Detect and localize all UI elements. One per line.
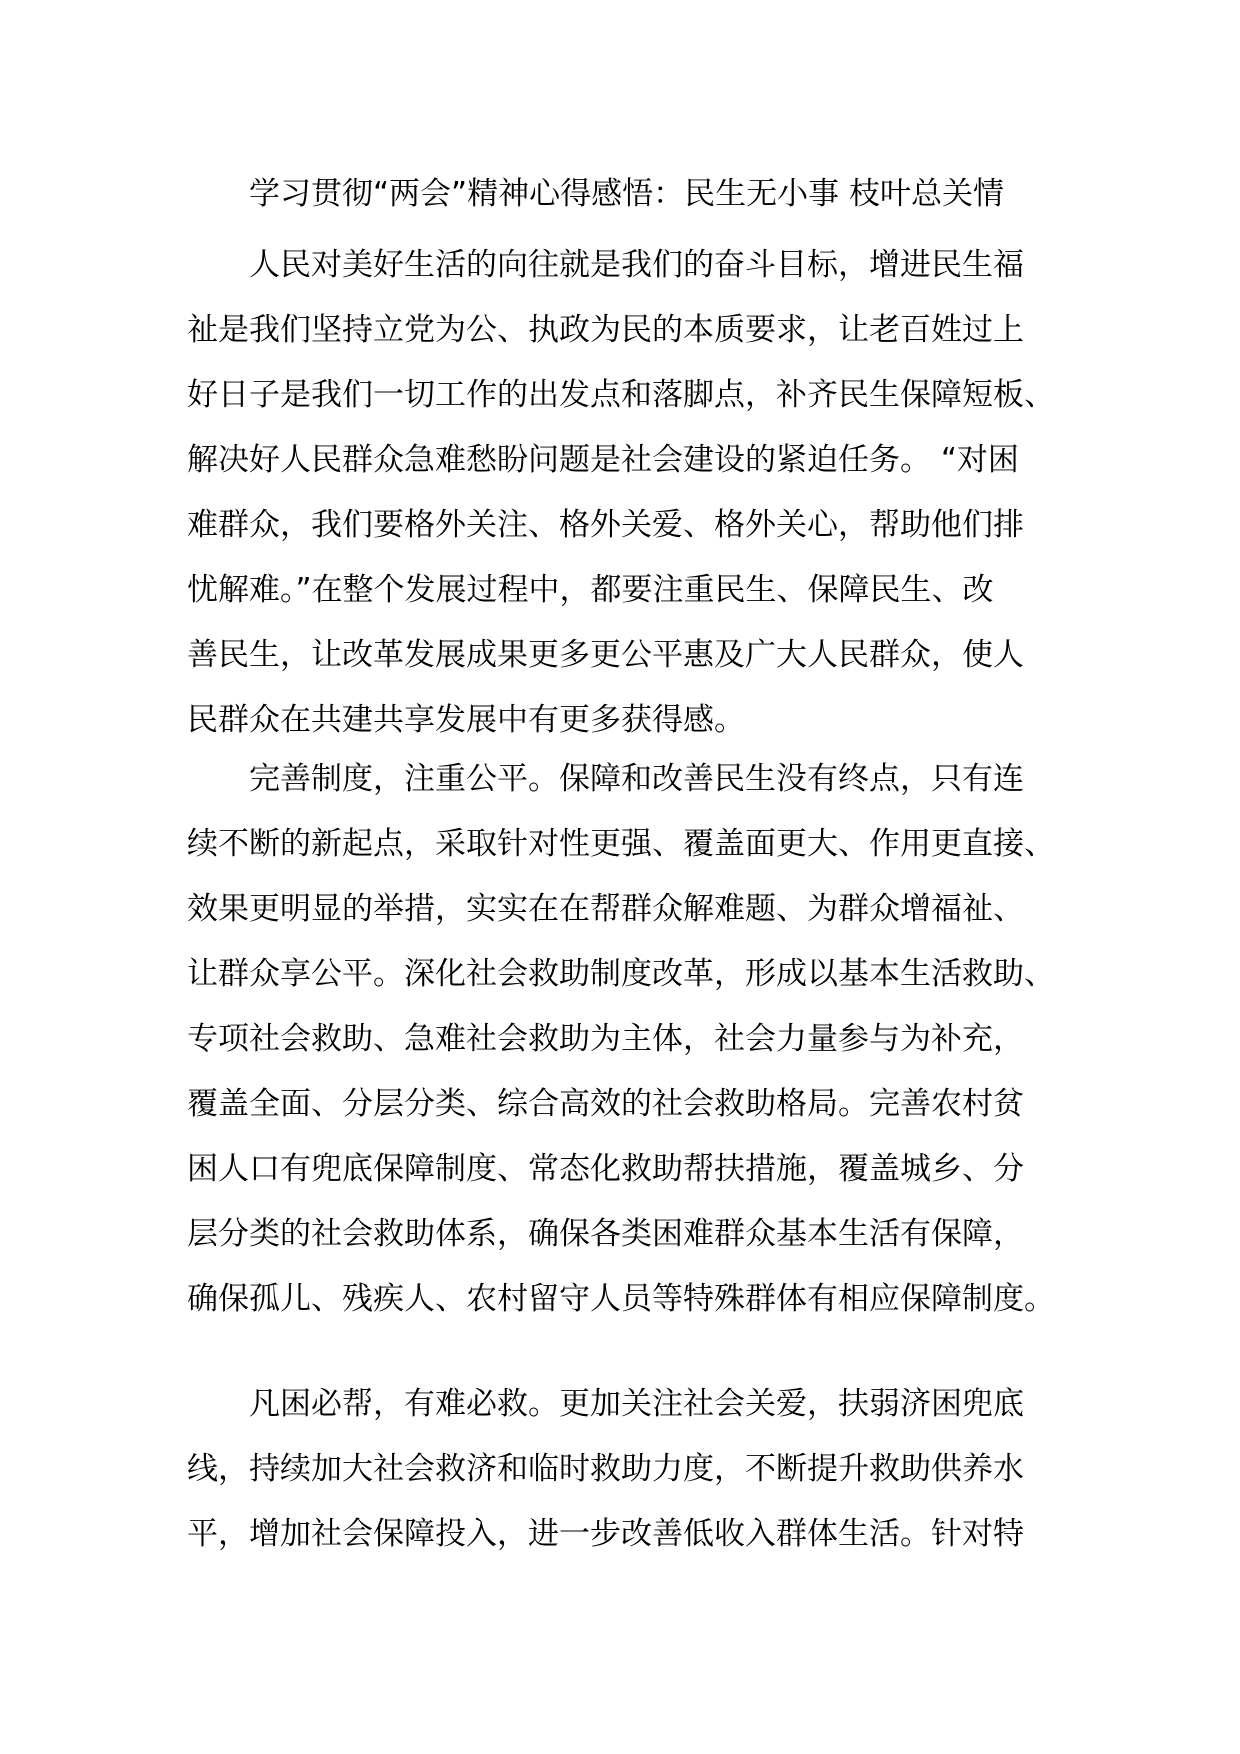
paragraph-line: 确保孤儿、残疾人、农村留守人员等特殊群体有相应保障制度。	[187, 1281, 1055, 1317]
paragraph-line: 续不断的新起点，采取针对性更强、覆盖面更大、作用更直接、	[187, 826, 1055, 862]
paragraph-line: 线，持续加大社会救济和临时救助力度，不断提升救助供养水	[187, 1451, 1024, 1487]
paragraph-line: 善民生，让改革发展成果更多更公平惠及广大人民群众，使人	[187, 637, 1024, 673]
paragraph-line: 民群众在共建共享发展中有更多获得感。	[187, 702, 745, 738]
paragraph-2	[187, 747, 1067, 1332]
paragraph-line: 难群众，我们要格外关注、格外关爱、格外关心，帮助他们排	[187, 507, 1024, 543]
paragraph-line: 完善制度，注重公平。保障和改善民生没有终点，只有连	[187, 761, 1024, 797]
paragraph-line: 专项社会救助、急难社会救助为主体，社会力量参与为补充，	[187, 1021, 1024, 1057]
paragraph-line: 覆盖全面、分层分类、综合高效的社会救助格局。完善农村贫	[187, 1086, 1024, 1122]
paragraph-line: 忧解难。”在整个发展过程中，都要注重民生、保障民生、改	[187, 572, 994, 608]
paragraph-line: 层分类的社会救助体系，确保各类困难群众基本生活有保障，	[187, 1216, 1024, 1252]
paragraph-line: 人民对美好生活的向往就是我们的奋斗目标，增进民生福	[187, 247, 1024, 283]
paragraph-line: 凡困必帮，有难必救。更加关注社会关爱，扶弱济困兜底	[187, 1386, 1024, 1422]
title-line: 学习贯彻“两会”精神心得感悟：民生无小事 枝叶总关情	[187, 176, 1004, 212]
paragraph-1	[187, 233, 1067, 753]
paragraph-line: 好日子是我们一切工作的出发点和落脚点，补齐民生保障短板、	[187, 377, 1055, 413]
paragraph-line: 解决好人民群众急难愁盼问题是社会建设的紧迫任务。 “对困	[187, 442, 1019, 478]
paragraph-line: 效果更明显的举措，实实在在帮群众解难题、为群众增福祉、	[187, 891, 1024, 927]
paragraph-3	[187, 1372, 1067, 1567]
paragraph-line: 让群众享公平。深化社会救助制度改革，形成以基本生活救助、	[187, 956, 1055, 992]
paragraph-line: 祉是我们坚持立党为公、执政为民的本质要求，让老百姓过上	[187, 312, 1024, 348]
document-title	[187, 162, 1067, 227]
paragraph-line: 平，增加社会保障投入，进一步改善低收入群体生活。针对特	[187, 1516, 1024, 1552]
paragraph-line: 困人口有兜底保障制度、常态化救助帮扶措施，覆盖城乡、分	[187, 1151, 1024, 1187]
